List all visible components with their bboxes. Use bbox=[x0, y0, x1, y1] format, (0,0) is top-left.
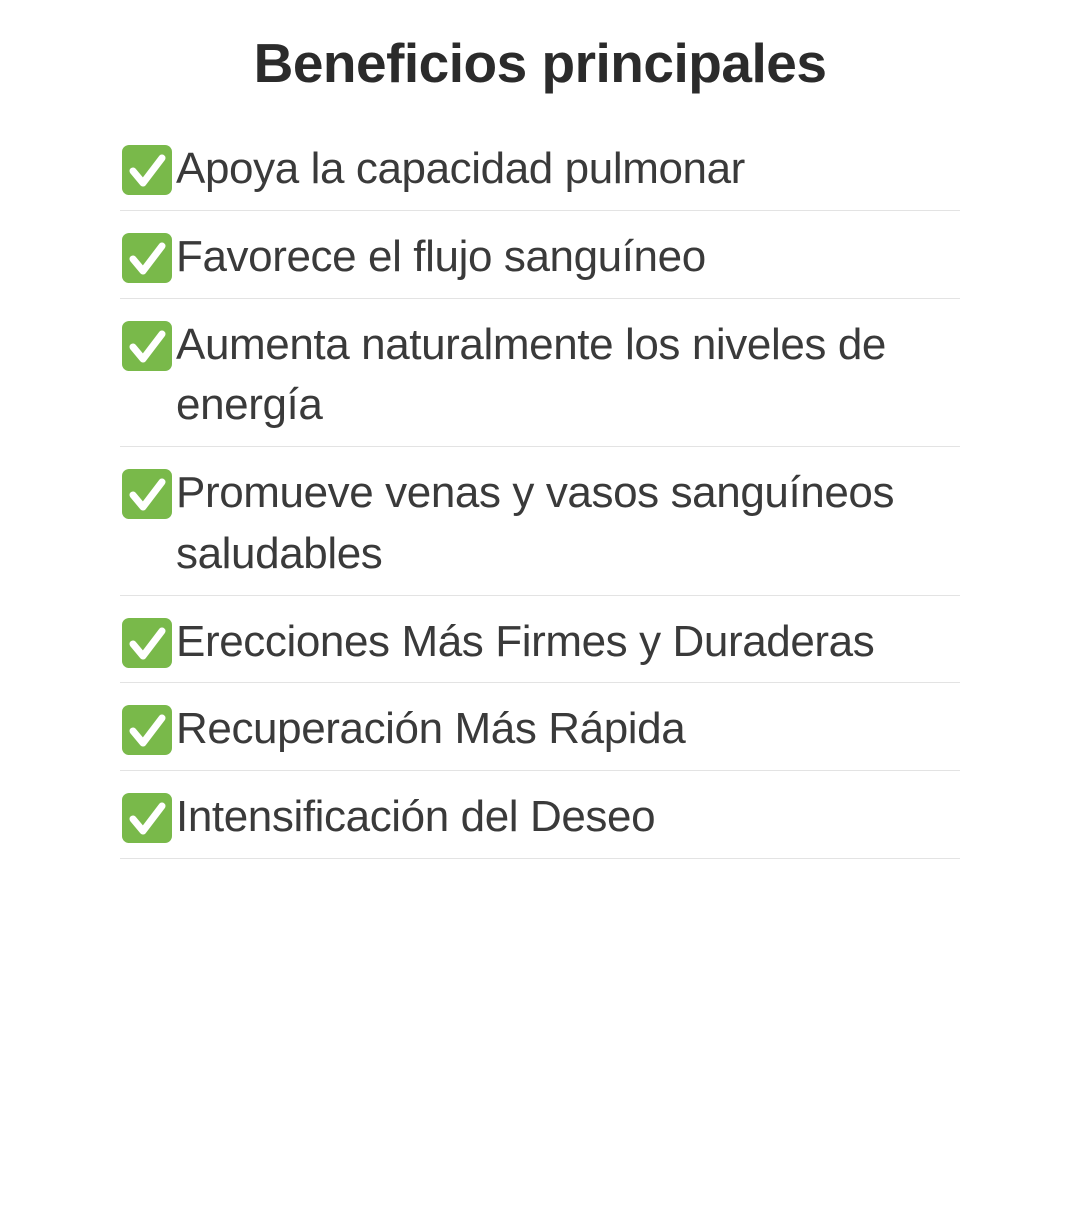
benefits-list bbox=[0, 139, 1080, 858]
benefit-label: Intensificación del Deseo bbox=[176, 792, 656, 841]
check-mark-button-icon bbox=[120, 616, 174, 670]
check-mark-button-icon bbox=[120, 319, 174, 373]
list-item bbox=[120, 139, 960, 211]
list-item bbox=[120, 612, 960, 684]
benefit-label: Promueve venas y vasos sanguíneos saludables bbox=[176, 468, 895, 578]
benefit-label: Favorece el flujo sanguíneo bbox=[176, 231, 706, 281]
check-mark-button-icon bbox=[120, 143, 174, 197]
list-item bbox=[120, 227, 960, 299]
benefit-label: Recuperación Más Rápida bbox=[176, 704, 686, 754]
list-item bbox=[120, 699, 960, 771]
list-item bbox=[120, 787, 960, 859]
list-item bbox=[120, 315, 960, 447]
list-item bbox=[120, 463, 960, 595]
check-mark-button-icon bbox=[120, 791, 174, 845]
benefit-label: Apoya la capacidad pulmonar bbox=[176, 144, 745, 194]
check-mark-button-icon bbox=[120, 231, 174, 285]
check-mark-button-icon bbox=[120, 703, 174, 757]
benefit-label: Erecciones Más Firmes y Duraderas bbox=[176, 616, 875, 666]
benefits-page bbox=[0, 32, 1080, 1220]
check-mark-button-icon bbox=[120, 467, 174, 521]
page-title: Beneficios principales bbox=[253, 32, 827, 94]
benefit-label: Aumenta naturalmente los niveles de energía bbox=[176, 319, 886, 430]
